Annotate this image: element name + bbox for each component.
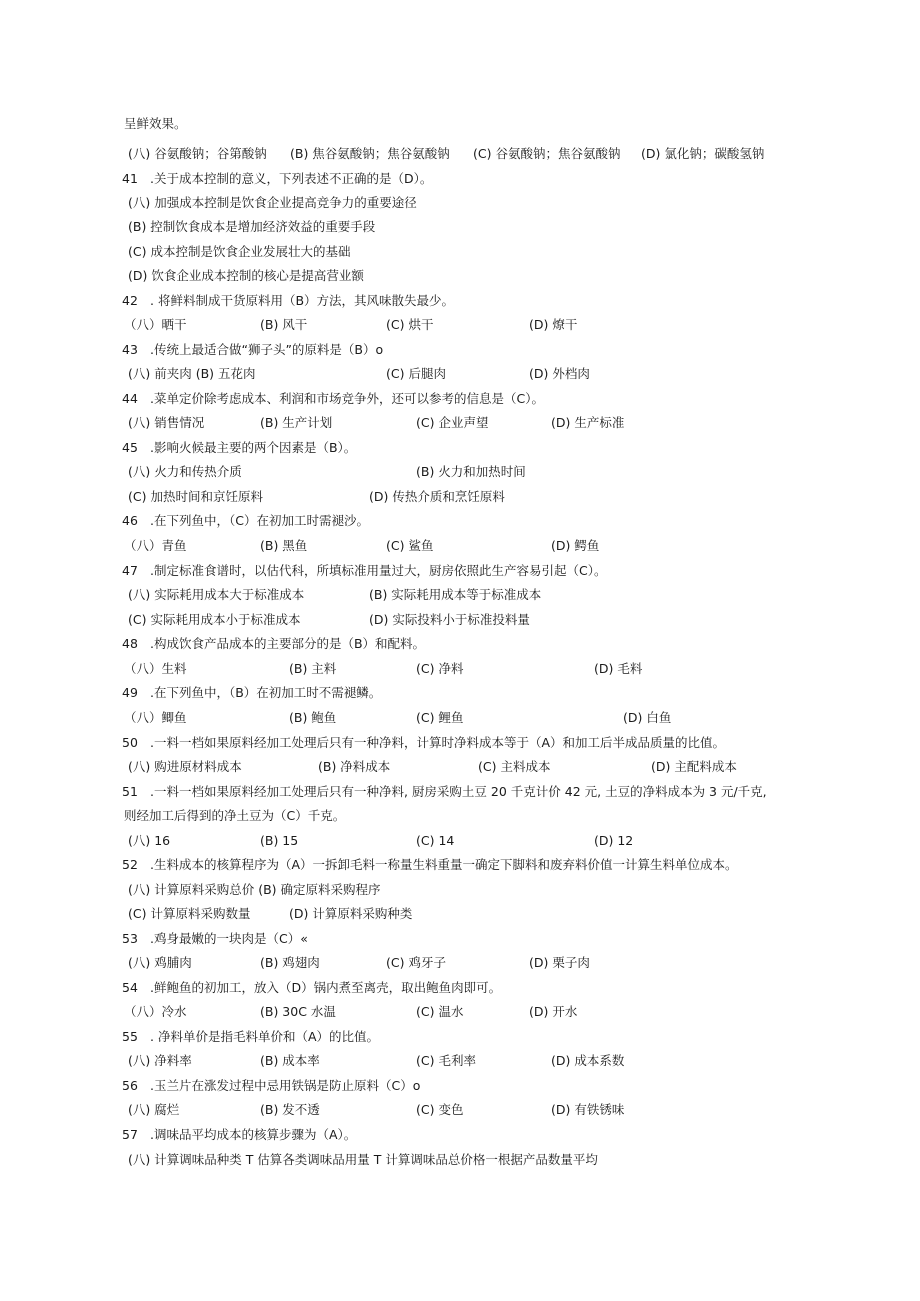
question-number: 41 <box>122 171 138 186</box>
option: (D) 生产标准 <box>551 415 625 430</box>
option: (八) 16 <box>128 833 171 848</box>
question-text: .生料成本的核算程序为（A）一拆卸毛料一称量生料重量一确定下脚料和废弃料价值一计算生料单位成本。 <box>150 857 738 872</box>
question-number: 42 <box>122 293 138 308</box>
option: (D) 有铁锈味 <box>551 1102 625 1117</box>
option: (D) 毛料 <box>594 661 643 676</box>
option: (D) 饮食企业成本控制的核心是提高营业额 <box>128 268 364 283</box>
option: (D) 白鱼 <box>623 710 672 725</box>
option: (八) 前夹肉 (B) 五花肉 <box>128 366 256 381</box>
option: (B) 焦谷氨酸钠；焦谷氨酸钠 <box>290 146 450 161</box>
question-text: .一料一档如果原料经加工处理后只有一种净料, 厨房采购土豆 20 千克计价 42 元, 土豆的净料成本为 3 元/千克, <box>150 784 767 799</box>
question-text: .鸡身最嫩的一块肉是（C）« <box>150 931 308 946</box>
question-number: 57 <box>122 1127 138 1142</box>
option: （八）青鱼 <box>124 538 187 553</box>
option: (D) 外档肉 <box>529 366 590 381</box>
option: (八) 购进原材料成本 <box>128 759 242 774</box>
question-number: 54 <box>122 980 138 995</box>
question-text: .在下列鱼中，（B）在初加工时不需褪鳞。 <box>150 685 382 700</box>
option: (八) 计算调味品种类 T 估算各类调味品用量 T 计算调味品总价格一根据产品数量平均 <box>128 1152 598 1167</box>
option: (C) 企业声望 <box>416 415 489 430</box>
option: (C) 温水 <box>416 1004 464 1019</box>
question-text: 则经加工后得到的净土豆为（C）千克。 <box>124 808 346 823</box>
option: (D) 计算原料采购种类 <box>289 906 413 921</box>
option: (C) 烘干 <box>386 317 434 332</box>
option: （八）生料 <box>124 661 187 676</box>
option: (D) 12 <box>594 833 634 848</box>
option: (C) 主料成本 <box>478 759 551 774</box>
option: (C) 鸡牙子 <box>386 955 446 970</box>
question-number: 43 <box>122 342 138 357</box>
option: (C) 成本控制是饮食企业发展壮大的基础 <box>128 244 351 259</box>
option: (C) 谷氨酸钠；焦谷氨酸钠 <box>473 146 621 161</box>
question-text: .影响火候最主要的两个因素是（B）。 <box>150 440 357 455</box>
option: (C) 变色 <box>416 1102 464 1117</box>
option: (B) 成本率 <box>260 1053 320 1068</box>
option: (C) 净料 <box>416 661 464 676</box>
option: (八) 鸡脯肉 <box>128 955 192 970</box>
option: (B) 发不透 <box>260 1102 320 1117</box>
option: (D) 鳄鱼 <box>551 538 600 553</box>
option: (B) 净料成本 <box>318 759 391 774</box>
question-text: . 将鲜料制成干货原料用（B）方法，其风味散失最少。 <box>150 293 455 308</box>
option: (C) 鲤鱼 <box>416 710 464 725</box>
question-number: 46 <box>122 513 138 528</box>
option: (八) 加强成本控制是饮食企业提高竞争力的重要途径 <box>128 195 417 210</box>
option: (八) 销售情况 <box>128 415 205 430</box>
question-text: .一料一档如果原料经加工处理后只有一种净料，计算时净料成本等于（A）和加工后半成品质量的比值。 <box>150 735 726 750</box>
question-text: . 净料单价是指毛料单价和（A）的比值。 <box>150 1029 379 1044</box>
option: (八) 净料率 <box>128 1053 192 1068</box>
option: (D) 栗子肉 <box>529 955 590 970</box>
option: (B) 主料 <box>289 661 337 676</box>
question-number: 53 <box>122 931 138 946</box>
option: (C) 毛利率 <box>416 1053 476 1068</box>
option: (C) 实际耗用成本小于标准成本 <box>128 612 301 627</box>
option: (八) 计算原料采购总价 (B) 确定原料采购程序 <box>128 882 381 897</box>
option: (D) 主配料成本 <box>651 759 737 774</box>
question-text: .构成饮食产品成本的主要部分的是（B）和配料。 <box>150 636 426 651</box>
option: (八) 火力和传热介质 <box>128 464 242 479</box>
question-number: 44 <box>122 391 138 406</box>
option: （八）鲫鱼 <box>124 710 187 725</box>
question-number: 55 <box>122 1029 138 1044</box>
question-text: .关于成本控制的意义，下列表述不正确的是（D）。 <box>150 171 433 186</box>
intro-text: 呈鲜效果。 <box>124 116 187 131</box>
question-number: 47 <box>122 563 138 578</box>
option: (B) 风干 <box>260 317 308 332</box>
question-text: .调味品平均成本的核算步骤为（A）。 <box>150 1127 357 1142</box>
question-number: 56 <box>122 1078 138 1093</box>
option: (C) 计算原料采购数量 <box>128 906 251 921</box>
question-text: .传统上最适合做“狮子头”的原料是（B）o <box>150 342 384 357</box>
option: (B) 实际耗用成本等于标准成本 <box>369 587 542 602</box>
option: (C) 鲨鱼 <box>386 538 434 553</box>
option: (八) 腐烂 <box>128 1102 180 1117</box>
option: (D) 氯化钠；碳酸氢钠 <box>641 146 765 161</box>
option: (B) 生产计划 <box>260 415 333 430</box>
question-number: 49 <box>122 685 138 700</box>
question-text: .制定标准食谱时，以估代科，所填标准用量过大，厨房依照此生产容易引起（C）。 <box>150 563 607 578</box>
option: (D) 传热介质和烹饪原料 <box>369 489 505 504</box>
question-text: .玉兰片在涨发过程中忌用铁锅是防止原料（C）o <box>150 1078 421 1093</box>
question-number: 52 <box>122 857 138 872</box>
option: (B) 30C 水温 <box>260 1004 336 1019</box>
option: （八）冷水 <box>124 1004 187 1019</box>
question-number: 51 <box>122 784 138 799</box>
question-number: 45 <box>122 440 138 455</box>
question-number: 48 <box>122 636 138 651</box>
question-number: 50 <box>122 735 138 750</box>
option: (B) 鸡翅肉 <box>260 955 320 970</box>
option: (D) 开水 <box>529 1004 578 1019</box>
option: (八) 实际耗用成本大于标准成本 <box>128 587 305 602</box>
option: (八) 谷氨酸钠；谷第酸钠 <box>128 146 267 161</box>
question-text: .菜单定价除考虑成本、利润和市场竞争外，还可以参考的信息是（C）。 <box>150 391 544 406</box>
option: (B) 鲍鱼 <box>289 710 337 725</box>
option: (D) 燎干 <box>529 317 578 332</box>
option: (B) 火力和加热时间 <box>416 464 526 479</box>
option: (D) 实际投料小于标准投料量 <box>369 612 530 627</box>
option: (B) 15 <box>260 833 299 848</box>
option: (B) 控制饮食成本是增加经济效益的重要手段 <box>128 219 376 234</box>
option: (B) 黑鱼 <box>260 538 308 553</box>
option: (C) 后腿肉 <box>386 366 446 381</box>
option: (D) 成本系数 <box>551 1053 625 1068</box>
question-text: .在下列鱼中，（C）在初加工时需褪沙。 <box>150 513 369 528</box>
question-text: .鲜鲍鱼的初加工，放入（D）锅内煮至离壳，取出鲍鱼肉即可。 <box>150 980 502 995</box>
option: (C) 加热时间和京饪原料 <box>128 489 263 504</box>
option: (C) 14 <box>416 833 455 848</box>
option: （八）晒干 <box>124 317 187 332</box>
